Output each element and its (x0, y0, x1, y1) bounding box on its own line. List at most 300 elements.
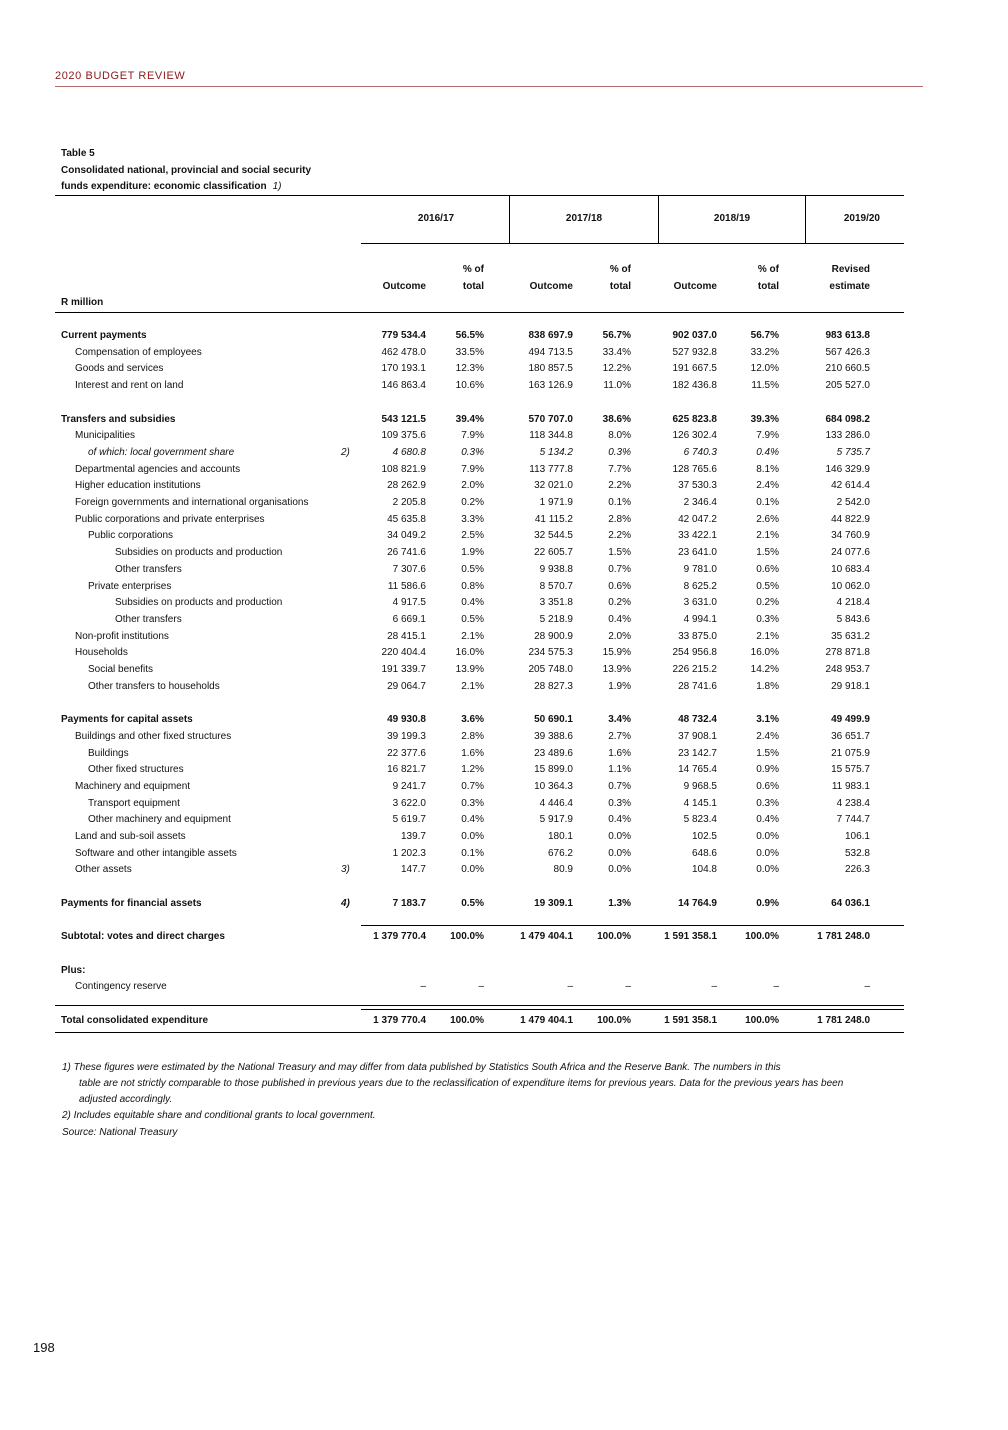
unit-label: R million (61, 297, 104, 308)
cell-amount: 34 760.9 (831, 530, 870, 542)
table-row (0, 814, 1008, 830)
cell-amount: 226 215.2 (672, 664, 717, 675)
cell-amount: 33 422.1 (678, 530, 717, 542)
cell-amount: 28 900.9 (534, 630, 573, 642)
table-row (0, 447, 1008, 463)
pre-total-rule (55, 1005, 904, 1006)
cell-amount: 5 843.6 (836, 613, 870, 625)
cell-pct-total: 0.2% (461, 497, 484, 508)
cell-amount: 14 764.9 (678, 897, 717, 909)
cell-amount: 1 379 770.4 (373, 931, 426, 943)
cell-pct-total: 0.3% (461, 797, 484, 809)
cell-amount: 102.5 (691, 831, 717, 842)
row-label: Machinery and equipment (75, 780, 191, 792)
cell-amount: 4 218.4 (836, 597, 870, 609)
cell-amount: 5 917.9 (539, 814, 573, 826)
cell-amount: 527 932.8 (672, 346, 717, 358)
cell-amount: 28 741.6 (678, 680, 717, 692)
row-label: Plus: (61, 964, 86, 976)
cell-pct-total: 7.7% (608, 463, 631, 475)
cell-amount: 29 918.1 (831, 680, 870, 692)
cell-amount: 220 404.4 (381, 647, 426, 659)
cell-amount: 902 037.0 (672, 330, 717, 341)
cell-pct-total: 8.1% (756, 463, 779, 475)
cell-amount: 11 586.6 (387, 580, 426, 592)
row-label: Transfers and subsidies (61, 413, 176, 425)
row-label: Compensation of employees (75, 346, 202, 358)
cell-pct-total: 2.1% (461, 680, 484, 692)
table-title-line1: Consolidated national, provincial and social security (61, 165, 312, 176)
cell-pct-total: 1.6% (461, 747, 484, 759)
cell-amount: 14 765.4 (678, 764, 717, 776)
cell-pct-total: – (625, 981, 631, 993)
cell-pct-total: 0.5% (461, 563, 484, 575)
table-title-text: funds expenditure: economic classification (61, 181, 267, 192)
cell-amount: 22 605.7 (534, 547, 573, 559)
cell-amount: 254 956.8 (672, 647, 717, 659)
cell-amount: 146 863.4 (381, 380, 426, 392)
table-bottom-rule (55, 1032, 904, 1033)
cell-pct-total: 0.0% (608, 847, 631, 859)
cell-amount: 570 707.0 (528, 413, 573, 425)
cell-amount: 26 741.6 (387, 547, 426, 559)
cell-pct-total: 0.4% (756, 814, 779, 826)
cell-amount: 1 591 358.1 (664, 1014, 717, 1026)
cell-pct-total: – (773, 981, 779, 993)
cell-amount: 625 823.8 (672, 413, 717, 425)
cell-pct-total: 3.4% (608, 714, 631, 726)
row-note: 4) (341, 897, 350, 909)
cell-pct-total: 11.5% (751, 380, 779, 392)
cell-amount: 278 871.8 (825, 647, 870, 659)
cell-pct-total: 1.5% (756, 747, 779, 759)
source-note: Source: National Treasury (62, 1127, 178, 1138)
cell-amount: 39 388.6 (534, 730, 573, 742)
cell-amount: 49 930.8 (387, 714, 426, 726)
cell-pct-total: 2.2% (608, 530, 631, 542)
cell-amount: 248 953.7 (825, 664, 870, 675)
row-label: Other machinery and equipment (88, 814, 231, 826)
cell-amount: 9 968.5 (683, 780, 717, 792)
row-label: Other transfers to households (88, 680, 220, 692)
cell-amount: 494 713.5 (528, 346, 573, 358)
cell-amount: 42 047.2 (678, 513, 717, 525)
cell-pct-total: 0.1% (461, 847, 484, 859)
cell-amount: 108 821.9 (381, 463, 426, 475)
cell-amount: 170 193.1 (381, 363, 426, 375)
table-row (0, 647, 1008, 663)
cell-amount: 8 625.2 (683, 580, 717, 592)
cell-pct-total: 1.8% (756, 680, 779, 692)
year-divider-2 (658, 195, 659, 244)
table-row (0, 681, 1008, 697)
cell-pct-total: 56.7% (602, 330, 631, 341)
cell-amount: 48 732.4 (678, 714, 717, 726)
col-header-pct-of-total: total (462, 281, 484, 292)
table-row (0, 931, 1008, 947)
cell-pct-total: 56.7% (750, 330, 779, 341)
row-label: Other transfers (115, 613, 182, 625)
cell-pct-total: 39.3% (750, 413, 779, 425)
cell-pct-total: 3.1% (756, 714, 779, 726)
cell-amount: 543 121.5 (381, 413, 426, 425)
cell-amount: 113 777.8 (529, 463, 573, 475)
cell-amount: 80.9 (553, 864, 573, 876)
cell-amount: 128 765.6 (672, 463, 717, 475)
cell-amount: 41 115.2 (534, 513, 573, 525)
cell-amount: 64 036.1 (831, 897, 870, 909)
cell-amount: 32 544.5 (534, 530, 573, 542)
cell-amount: 28 262.9 (387, 480, 426, 492)
cell-pct-total: 2.8% (608, 513, 631, 525)
cell-pct-total: 0.2% (608, 597, 631, 609)
col-header-outcome: Outcome (382, 281, 426, 292)
cell-amount: 44 822.9 (831, 513, 870, 525)
cell-amount: 234 575.3 (528, 647, 573, 659)
table-row (0, 547, 1008, 563)
table-row (0, 380, 1008, 396)
row-label: Interest and rent on land (75, 380, 184, 392)
cell-pct-total: 12.2% (602, 363, 631, 375)
cell-amount: 205 527.0 (825, 380, 870, 392)
year-2018-19: 2018/19 (713, 213, 751, 224)
cell-amount: 983 613.8 (825, 330, 870, 341)
column-header-rule (55, 312, 904, 313)
table-row (0, 414, 1008, 430)
cell-amount: 5 735.7 (836, 446, 870, 458)
cell-amount: 6 740.3 (683, 446, 717, 458)
cell-pct-total: 0.7% (608, 780, 631, 792)
cell-amount: 180 857.5 (528, 363, 573, 375)
cell-pct-total: 8.0% (608, 430, 631, 442)
cell-pct-total: 33.4% (602, 346, 631, 358)
cell-pct-total: 0.7% (461, 780, 484, 792)
row-label: Land and sub-soil assets (75, 831, 186, 842)
table-top-rule (55, 195, 904, 196)
row-label: Contingency reserve (75, 981, 167, 993)
cell-amount: 205 748.0 (528, 664, 573, 675)
cell-pct-total: 1.9% (461, 547, 484, 559)
cell-pct-total: 10.6% (455, 380, 484, 392)
cell-amount: 7 744.7 (836, 814, 870, 826)
cell-amount: 49 499.9 (831, 714, 870, 726)
table-row (0, 831, 1008, 847)
cell-amount: 42 614.4 (831, 480, 870, 492)
cell-pct-total: 2.0% (608, 630, 631, 642)
row-label: Other fixed structures (88, 764, 184, 776)
row-label: Municipalities (75, 430, 136, 442)
cell-amount: 15 575.7 (831, 764, 870, 776)
table-row (0, 581, 1008, 597)
cell-pct-total: 2.4% (756, 480, 779, 492)
row-label: Subsidies on products and production (115, 547, 283, 559)
row-label: Other assets (75, 864, 132, 876)
table-row (0, 731, 1008, 747)
cell-amount: 191 339.7 (381, 664, 426, 675)
cell-amount: 24 077.6 (831, 547, 870, 559)
cell-pct-total: 2.1% (461, 630, 484, 642)
cell-amount: 39 199.3 (387, 730, 426, 742)
cell-amount: 1 479 404.1 (520, 931, 573, 943)
running-header: 2020 BUDGET REVIEW (55, 70, 186, 82)
cell-pct-total: 12.0% (750, 363, 779, 375)
cell-pct-total: 0.3% (756, 797, 779, 809)
cell-amount: 106.1 (844, 831, 870, 842)
cell-pct-total: 100.0% (745, 931, 779, 943)
cell-amount: 126 302.4 (672, 430, 717, 442)
cell-amount: 9 781.0 (683, 563, 717, 575)
cell-pct-total: 0.3% (461, 446, 484, 458)
cell-amount: 4 680.8 (392, 446, 426, 458)
cell-pct-total: 0.9% (756, 764, 779, 776)
year-divider-1 (509, 195, 510, 244)
table-row (0, 748, 1008, 764)
cell-pct-total: 33.2% (750, 346, 779, 358)
table-row (0, 614, 1008, 630)
cell-amount: 146 329.9 (825, 463, 870, 475)
cell-pct-total: 0.0% (461, 864, 484, 876)
cell-amount: 5 619.7 (392, 814, 426, 826)
cell-amount: 23 142.7 (678, 747, 717, 759)
cell-amount: 9 241.7 (392, 780, 426, 792)
table-row (0, 464, 1008, 480)
cell-pct-total: 0.1% (608, 497, 631, 508)
footnote-1-line3: adjusted accordingly. (79, 1094, 173, 1105)
cell-pct-total: 0.3% (608, 446, 631, 458)
col-header-outcome: Outcome (673, 281, 717, 292)
cell-pct-total: 0.6% (608, 580, 631, 592)
cell-amount: 22 377.6 (387, 747, 426, 759)
cell-amount: 15 899.0 (534, 764, 573, 776)
table-row (0, 514, 1008, 530)
cell-amount: 118 344.8 (529, 430, 573, 442)
row-label: Goods and services (75, 363, 164, 375)
cell-amount: 4 145.1 (683, 797, 717, 809)
col-header-pct-of-total: total (609, 281, 631, 292)
cell-amount: 3 351.8 (539, 597, 573, 609)
table-title-line2 (61, 181, 282, 192)
cell-amount: 19 309.1 (534, 897, 573, 909)
cell-amount: 779 534.4 (381, 330, 426, 341)
table-row (0, 1015, 1008, 1031)
cell-pct-total: 0.0% (608, 864, 631, 876)
cell-pct-total: 16.0% (750, 647, 779, 659)
cell-pct-total: 1.6% (608, 747, 631, 759)
cell-amount: 11 983.1 (831, 780, 870, 792)
row-label: Foreign governments and international organisations (75, 497, 309, 508)
cell-amount: 35 631.2 (831, 630, 870, 642)
table-row (0, 330, 1008, 346)
table-row (0, 564, 1008, 580)
cell-amount: 21 075.9 (831, 747, 870, 759)
cell-amount: 163 126.9 (528, 380, 573, 392)
cell-amount: 10 683.4 (831, 563, 870, 575)
cell-amount: 139.7 (400, 831, 426, 842)
cell-amount: 3 622.0 (392, 797, 426, 809)
cell-amount: 36 651.7 (831, 730, 870, 742)
total-rule-above (361, 925, 904, 926)
cell-pct-total: 0.4% (461, 597, 484, 609)
cell-pct-total: 100.0% (597, 931, 631, 943)
footnote-2: 2) Includes equitable share and conditional grants to local government. (62, 1110, 376, 1121)
cell-amount: 29 064.7 (387, 680, 426, 692)
table-number: Table 5 (61, 148, 95, 159)
table-row (0, 363, 1008, 379)
cell-pct-total: 0.3% (756, 613, 779, 625)
row-label: Social benefits (88, 664, 154, 675)
table-row (0, 965, 1008, 981)
cell-amount: 4 446.4 (539, 797, 573, 809)
row-label: Departmental agencies and accounts (75, 463, 241, 475)
cell-amount: 1 202.3 (392, 847, 426, 859)
cell-amount: 10 062.0 (831, 580, 870, 592)
cell-amount: 1 781 248.0 (817, 931, 870, 943)
cell-pct-total: 7.9% (461, 463, 484, 475)
cell-amount: 104.8 (691, 864, 717, 876)
cell-amount: 4 994.1 (683, 613, 717, 625)
col-header-revised-estimate: estimate (829, 281, 870, 292)
cell-pct-total: 0.6% (756, 780, 779, 792)
cell-pct-total: 0.0% (756, 864, 779, 876)
cell-pct-total: 0.7% (608, 563, 631, 575)
cell-amount: 648.6 (691, 847, 717, 859)
cell-amount: 180.1 (547, 831, 573, 842)
cell-amount: 45 635.8 (387, 513, 426, 525)
year-2016-17: 2016/17 (417, 213, 455, 224)
row-label: Payments for financial assets (61, 897, 202, 909)
cell-amount: 34 049.2 (387, 530, 426, 542)
cell-amount: 1 379 770.4 (373, 1014, 426, 1026)
row-label: Buildings (88, 747, 129, 759)
cell-amount: 3 631.0 (683, 597, 717, 609)
cell-pct-total: 0.0% (756, 847, 779, 859)
cell-pct-total: 0.5% (756, 580, 779, 592)
table-row (0, 664, 1008, 680)
cell-pct-total: 1.2% (461, 764, 484, 776)
cell-pct-total: 2.7% (608, 730, 631, 742)
cell-amount: 33 875.0 (678, 630, 717, 642)
cell-pct-total: 3.3% (461, 513, 484, 525)
cell-pct-total: 13.9% (455, 664, 484, 675)
cell-amount: 23 641.0 (678, 547, 717, 559)
cell-pct-total: 0.3% (608, 797, 631, 809)
cell-amount: 191 667.5 (672, 363, 717, 375)
cell-amount: 4 917.5 (392, 597, 426, 609)
row-label: Subsidies on products and production (115, 597, 283, 609)
table-row (0, 848, 1008, 864)
row-label: Subtotal: votes and direct charges (61, 931, 225, 943)
row-label: Households (75, 647, 128, 659)
table-row (0, 898, 1008, 914)
cell-pct-total: 0.0% (608, 831, 631, 842)
cell-pct-total: 2.8% (461, 730, 484, 742)
cell-pct-total: 1.9% (608, 680, 631, 692)
cell-pct-total: 0.1% (756, 497, 779, 508)
cell-pct-total: 0.4% (608, 814, 631, 826)
col-header-pct-of-total: total (757, 281, 779, 292)
cell-amount: 676.2 (547, 847, 573, 859)
cell-pct-total: 1.1% (608, 764, 631, 776)
cell-pct-total: 7.9% (756, 430, 779, 442)
cell-amount: 109 375.6 (381, 430, 426, 442)
table-title-note: 1) (272, 181, 282, 192)
table-row (0, 781, 1008, 797)
row-label: Current payments (61, 330, 147, 341)
table-row (0, 631, 1008, 647)
cell-pct-total: 13.9% (602, 664, 631, 675)
footnote-1-line2: table are not strictly comparable to those published in previous years due to the reclassification of expenditure items for previous years. Data for the previous years has been (79, 1078, 844, 1089)
cell-amount: 50 690.1 (534, 714, 573, 726)
cell-amount: 5 218.9 (539, 613, 573, 625)
cell-amount: – (567, 981, 573, 993)
cell-pct-total: 12.3% (455, 363, 484, 375)
col-header-revised-estimate: Revised (831, 264, 870, 275)
cell-amount: 4 238.4 (836, 797, 870, 809)
cell-amount: 32 021.0 (534, 480, 573, 492)
cell-pct-total: 1.3% (608, 897, 631, 909)
cell-pct-total: 2.5% (461, 530, 484, 542)
row-label: Public corporations and private enterprises (75, 513, 265, 525)
cell-amount: 210 660.5 (825, 363, 870, 375)
cell-pct-total: – (478, 981, 484, 993)
table-row (0, 597, 1008, 613)
table-row (0, 530, 1008, 546)
cell-amount: 684 098.2 (825, 413, 870, 425)
cell-pct-total: 33.5% (455, 346, 484, 358)
cell-amount: 2 542.0 (836, 497, 870, 508)
table-row (0, 480, 1008, 496)
row-note: 2) (341, 446, 350, 458)
table-row (0, 497, 1008, 513)
cell-pct-total: 0.6% (756, 563, 779, 575)
row-label: Transport equipment (88, 797, 180, 809)
table-row (0, 864, 1008, 880)
row-note: 3) (341, 864, 350, 876)
row-label: Higher education institutions (75, 480, 201, 492)
cell-amount: – (711, 981, 717, 993)
cell-amount: 1 479 404.1 (520, 1014, 573, 1026)
cell-pct-total: 2.1% (756, 530, 779, 542)
cell-amount: 10 364.3 (534, 780, 573, 792)
row-label: Total consolidated expenditure (61, 1014, 209, 1026)
cell-amount: 462 478.0 (381, 346, 426, 358)
cell-pct-total: 1.5% (608, 547, 631, 559)
cell-amount: 5 134.2 (539, 446, 573, 458)
cell-pct-total: 0.2% (756, 597, 779, 609)
col-header-pct-of-total: % of (609, 264, 631, 275)
cell-pct-total: 2.6% (756, 513, 779, 525)
cell-amount: – (864, 981, 870, 993)
cell-pct-total: 100.0% (745, 1014, 779, 1026)
year-2019-20: 2019/20 (843, 213, 880, 224)
row-label: Software and other intangible assets (75, 847, 237, 859)
cell-amount: 8 570.7 (539, 580, 573, 592)
table-row (0, 347, 1008, 363)
col-header-pct-of-total: % of (462, 264, 484, 275)
cell-amount: 5 823.4 (683, 814, 717, 826)
cell-amount: 182 436.8 (672, 380, 717, 392)
total-rule-above (361, 1009, 904, 1010)
cell-pct-total: 100.0% (450, 931, 484, 943)
cell-pct-total: 38.6% (602, 413, 631, 425)
row-label: Buildings and other fixed structures (75, 730, 232, 742)
cell-pct-total: 7.9% (461, 430, 484, 442)
cell-pct-total: 0.0% (756, 831, 779, 842)
cell-pct-total: 16.0% (455, 647, 484, 659)
table-row (0, 981, 1008, 997)
cell-amount: 37 908.1 (678, 730, 717, 742)
cell-pct-total: 56.5% (455, 330, 484, 341)
